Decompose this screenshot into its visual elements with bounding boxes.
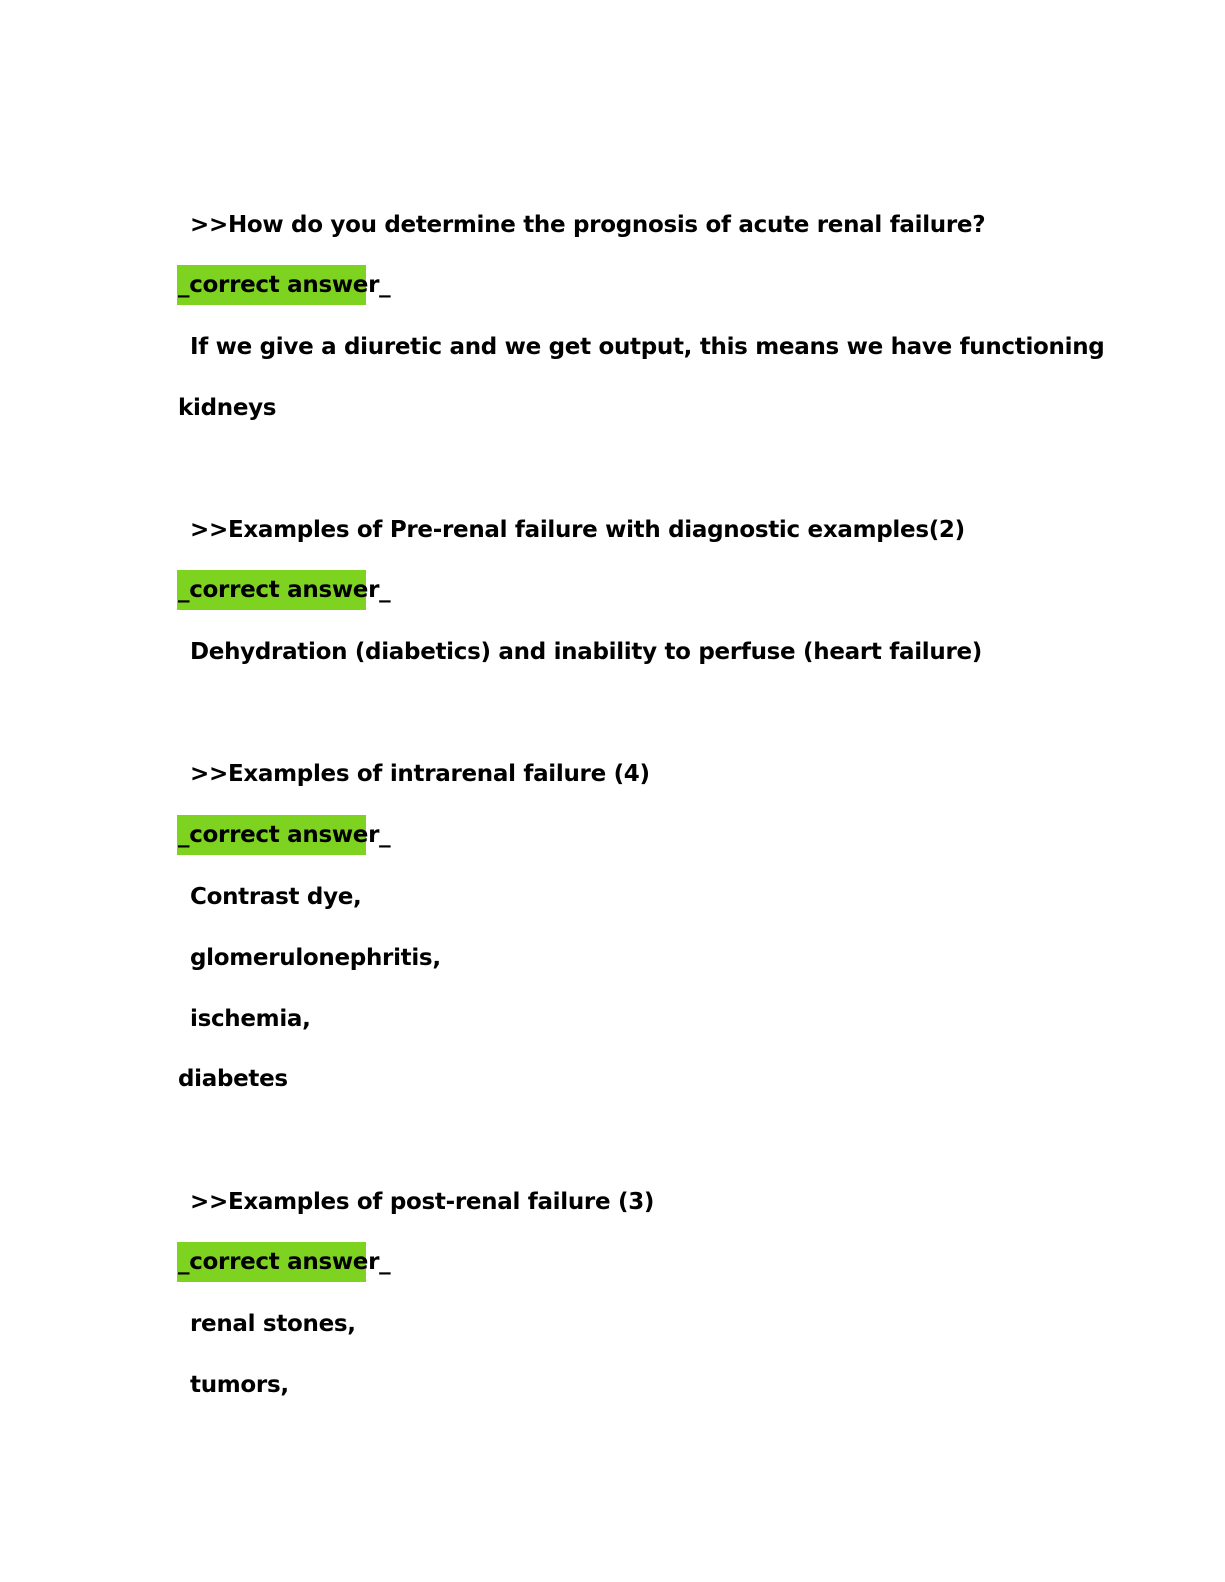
correct-answer-badge: _correct answer_ <box>177 570 366 610</box>
answer-3-line-4: diabetes <box>178 1066 288 1092</box>
answer-4-line-2: tumors, <box>190 1372 289 1398</box>
answer-3-line-1: Contrast dye, <box>190 884 362 910</box>
correct-answer-badge: _correct answer_ <box>177 265 366 305</box>
answer-2-line-1: Dehydration (diabetics) and inability to perfuse (heart failure) <box>190 639 983 665</box>
answer-1-line-2: kidneys <box>178 395 277 421</box>
answer-3-line-2: glomerulonephritis, <box>190 945 441 971</box>
question-2: >>Examples of Pre-renal failure with diagnostic examples(2) <box>190 517 965 543</box>
question-1: >>How do you determine the prognosis of acute renal failure? <box>190 212 986 238</box>
question-4: >>Examples of post-renal failure (3) <box>190 1189 655 1215</box>
correct-answer-badge: _correct answer_ <box>177 815 366 855</box>
correct-answer-badge: _correct answer_ <box>177 1242 366 1282</box>
question-3: >>Examples of intrarenal failure (4) <box>190 761 650 787</box>
answer-4-line-1: renal stones, <box>190 1311 356 1337</box>
answer-1-line-1: If we give a diuretic and we get output, this means we have functioning <box>190 334 1105 360</box>
answer-3-line-3: ischemia, <box>190 1006 311 1032</box>
